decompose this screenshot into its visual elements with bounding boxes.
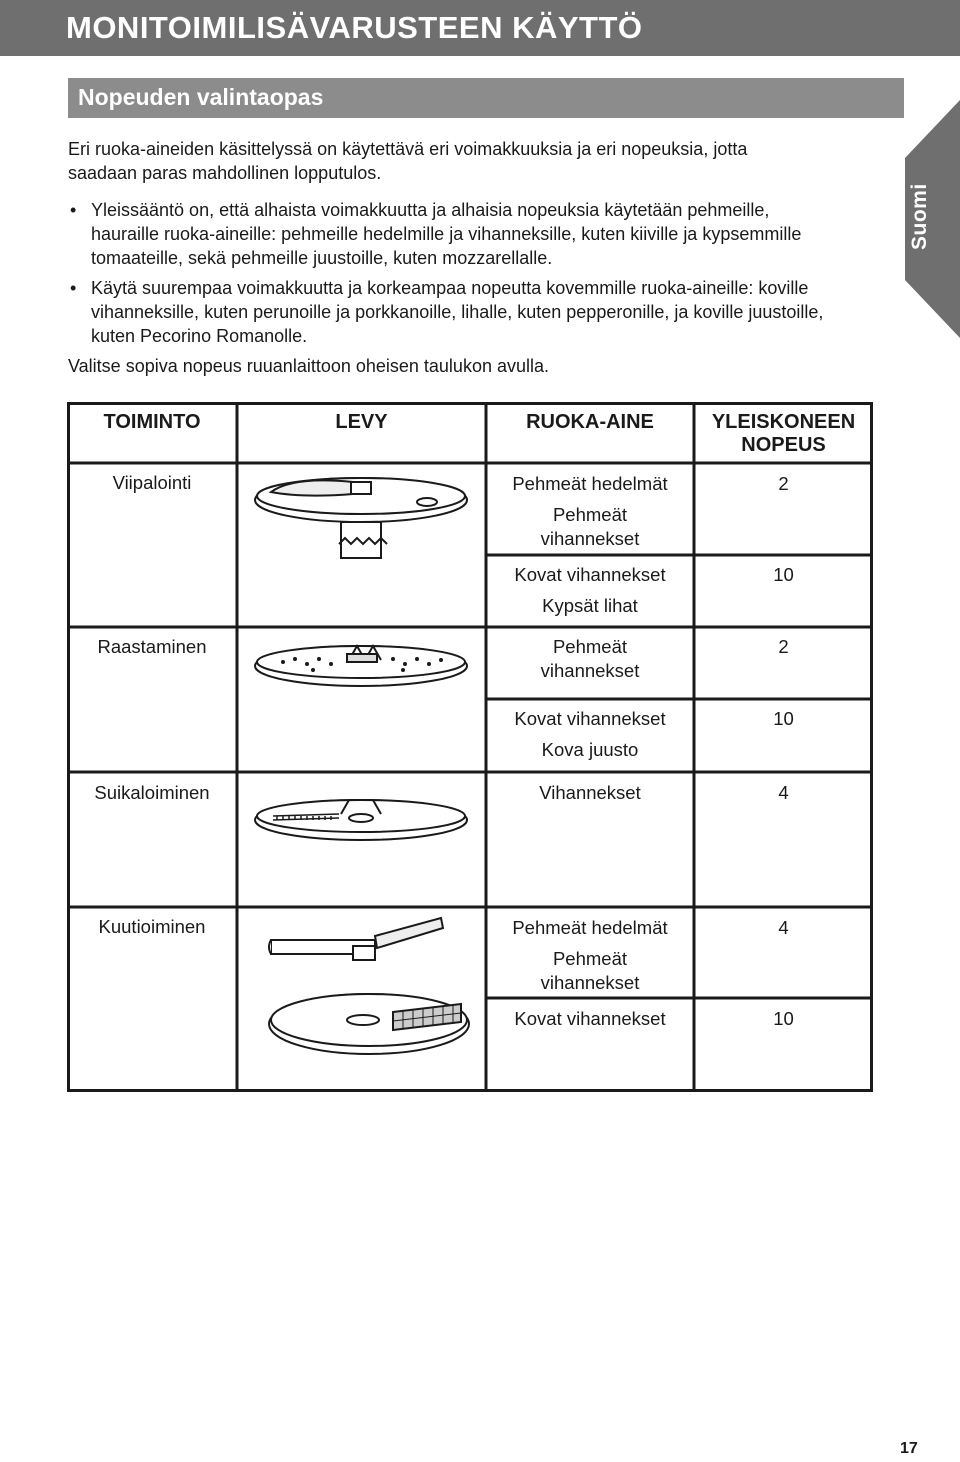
function-cell: Viipalointi [112,472,192,493]
food-line: vihannekset [540,528,640,549]
food-cell [486,1007,694,1031]
bullet-list [68,198,904,354]
header-function: TOIMINTO [103,411,201,433]
food-cell [486,563,694,618]
header-speed [694,411,873,457]
food-line: Pehmeät hedelmät [512,473,668,494]
header-speed-line: YLEISKONEEN [711,411,856,433]
slicing-disc-icon [253,472,473,568]
food-cell [486,707,694,762]
intro-paragraph [68,137,904,185]
bullet-icon: • [70,200,77,220]
food-cell [486,472,694,551]
food-line: Kova juusto [541,739,639,760]
page-title: MONITOIMILISÄVARUSTEEN KÄYTTÖ [66,10,643,45]
bullet-icon: • [70,278,77,298]
food-line: Pehmeät hedelmät [512,917,668,938]
bullet-line: vihanneksille, kuten perunoille ja porkkanoille, lihalle, kuten pepperonille, ja koville juustoille, [91,302,824,322]
function-cell: Suikaloiminen [94,782,210,803]
food-cell [486,781,694,805]
speed-cell: 2 [778,636,789,657]
language-tab [905,100,960,338]
page-number: 17 [900,1440,918,1457]
bullet-line: kuten Pecorino Romanolle. [91,326,308,346]
shredding-disc-icon [253,640,473,690]
function-cell: Raastaminen [97,636,207,657]
speed-cell: 10 [773,1008,794,1029]
speed-cell: 4 [778,917,789,938]
food-line: vihannekset [540,660,640,681]
food-line: Vihannekset [539,782,641,803]
speed-cell: 2 [778,473,789,494]
header-speed-line: NOPEUS [741,434,826,456]
speed-cell: 4 [778,782,789,803]
food-line: vihannekset [540,972,640,993]
food-line: Kovat vihannekset [514,708,666,729]
speed-table [67,402,873,1092]
bullet-item [68,198,904,270]
bullet-line: tomaateille, sekä pehmeille juustoille, kuten mozzarellalle. [91,248,553,268]
food-cell [486,916,694,995]
food-line: Kovat vihannekset [514,1008,666,1029]
julienne-disc-icon [253,792,473,844]
intro-line: saadaan paras mahdollinen lopputulos. [68,163,382,183]
header-bar [0,0,960,56]
function-cell: Kuutioiminen [98,916,206,937]
speed-cell: 10 [773,708,794,729]
language-tab-label: Suomi [908,183,931,250]
food-cell [486,635,694,683]
food-line: Pehmeät [552,948,628,969]
speed-cell: 10 [773,564,794,585]
bullet-line: Käytä suurempaa voimakkuutta ja korkeampaa nopeutta kovemmille ruoka-aineille: koville [91,278,809,298]
food-line: Pehmeät [552,504,628,525]
food-line: Kypsät lihat [542,595,638,616]
closing-paragraph: Valitse sopiva nopeus ruuanlaittoon oheisen taulukon avulla. [68,356,549,376]
header-food: RUOKA-AINE [526,411,654,433]
section-heading: Nopeuden valintaopas [78,84,324,110]
section-heading-bar [68,78,904,118]
intro-line: Eri ruoka-aineiden käsittelyssä on käytettävä eri voimakkuuksia ja eri nopeuksia, jotta [68,139,748,159]
bullet-line: hauraille ruoka-aineille: pehmeille hedelmille ja vihanneksille, kuten kiiville ja kypsemmille [91,224,802,244]
bullet-item [68,276,904,348]
header-disc: LEVY [335,411,388,433]
bullet-line: Yleissääntö on, että alhaista voimakkuutta ja alhaisia nopeuksia käytetään pehmeille, [91,200,770,220]
food-line: Kovat vihannekset [514,564,666,585]
food-line: Pehmeät [552,636,628,657]
dicing-kit-icon [263,912,473,1062]
